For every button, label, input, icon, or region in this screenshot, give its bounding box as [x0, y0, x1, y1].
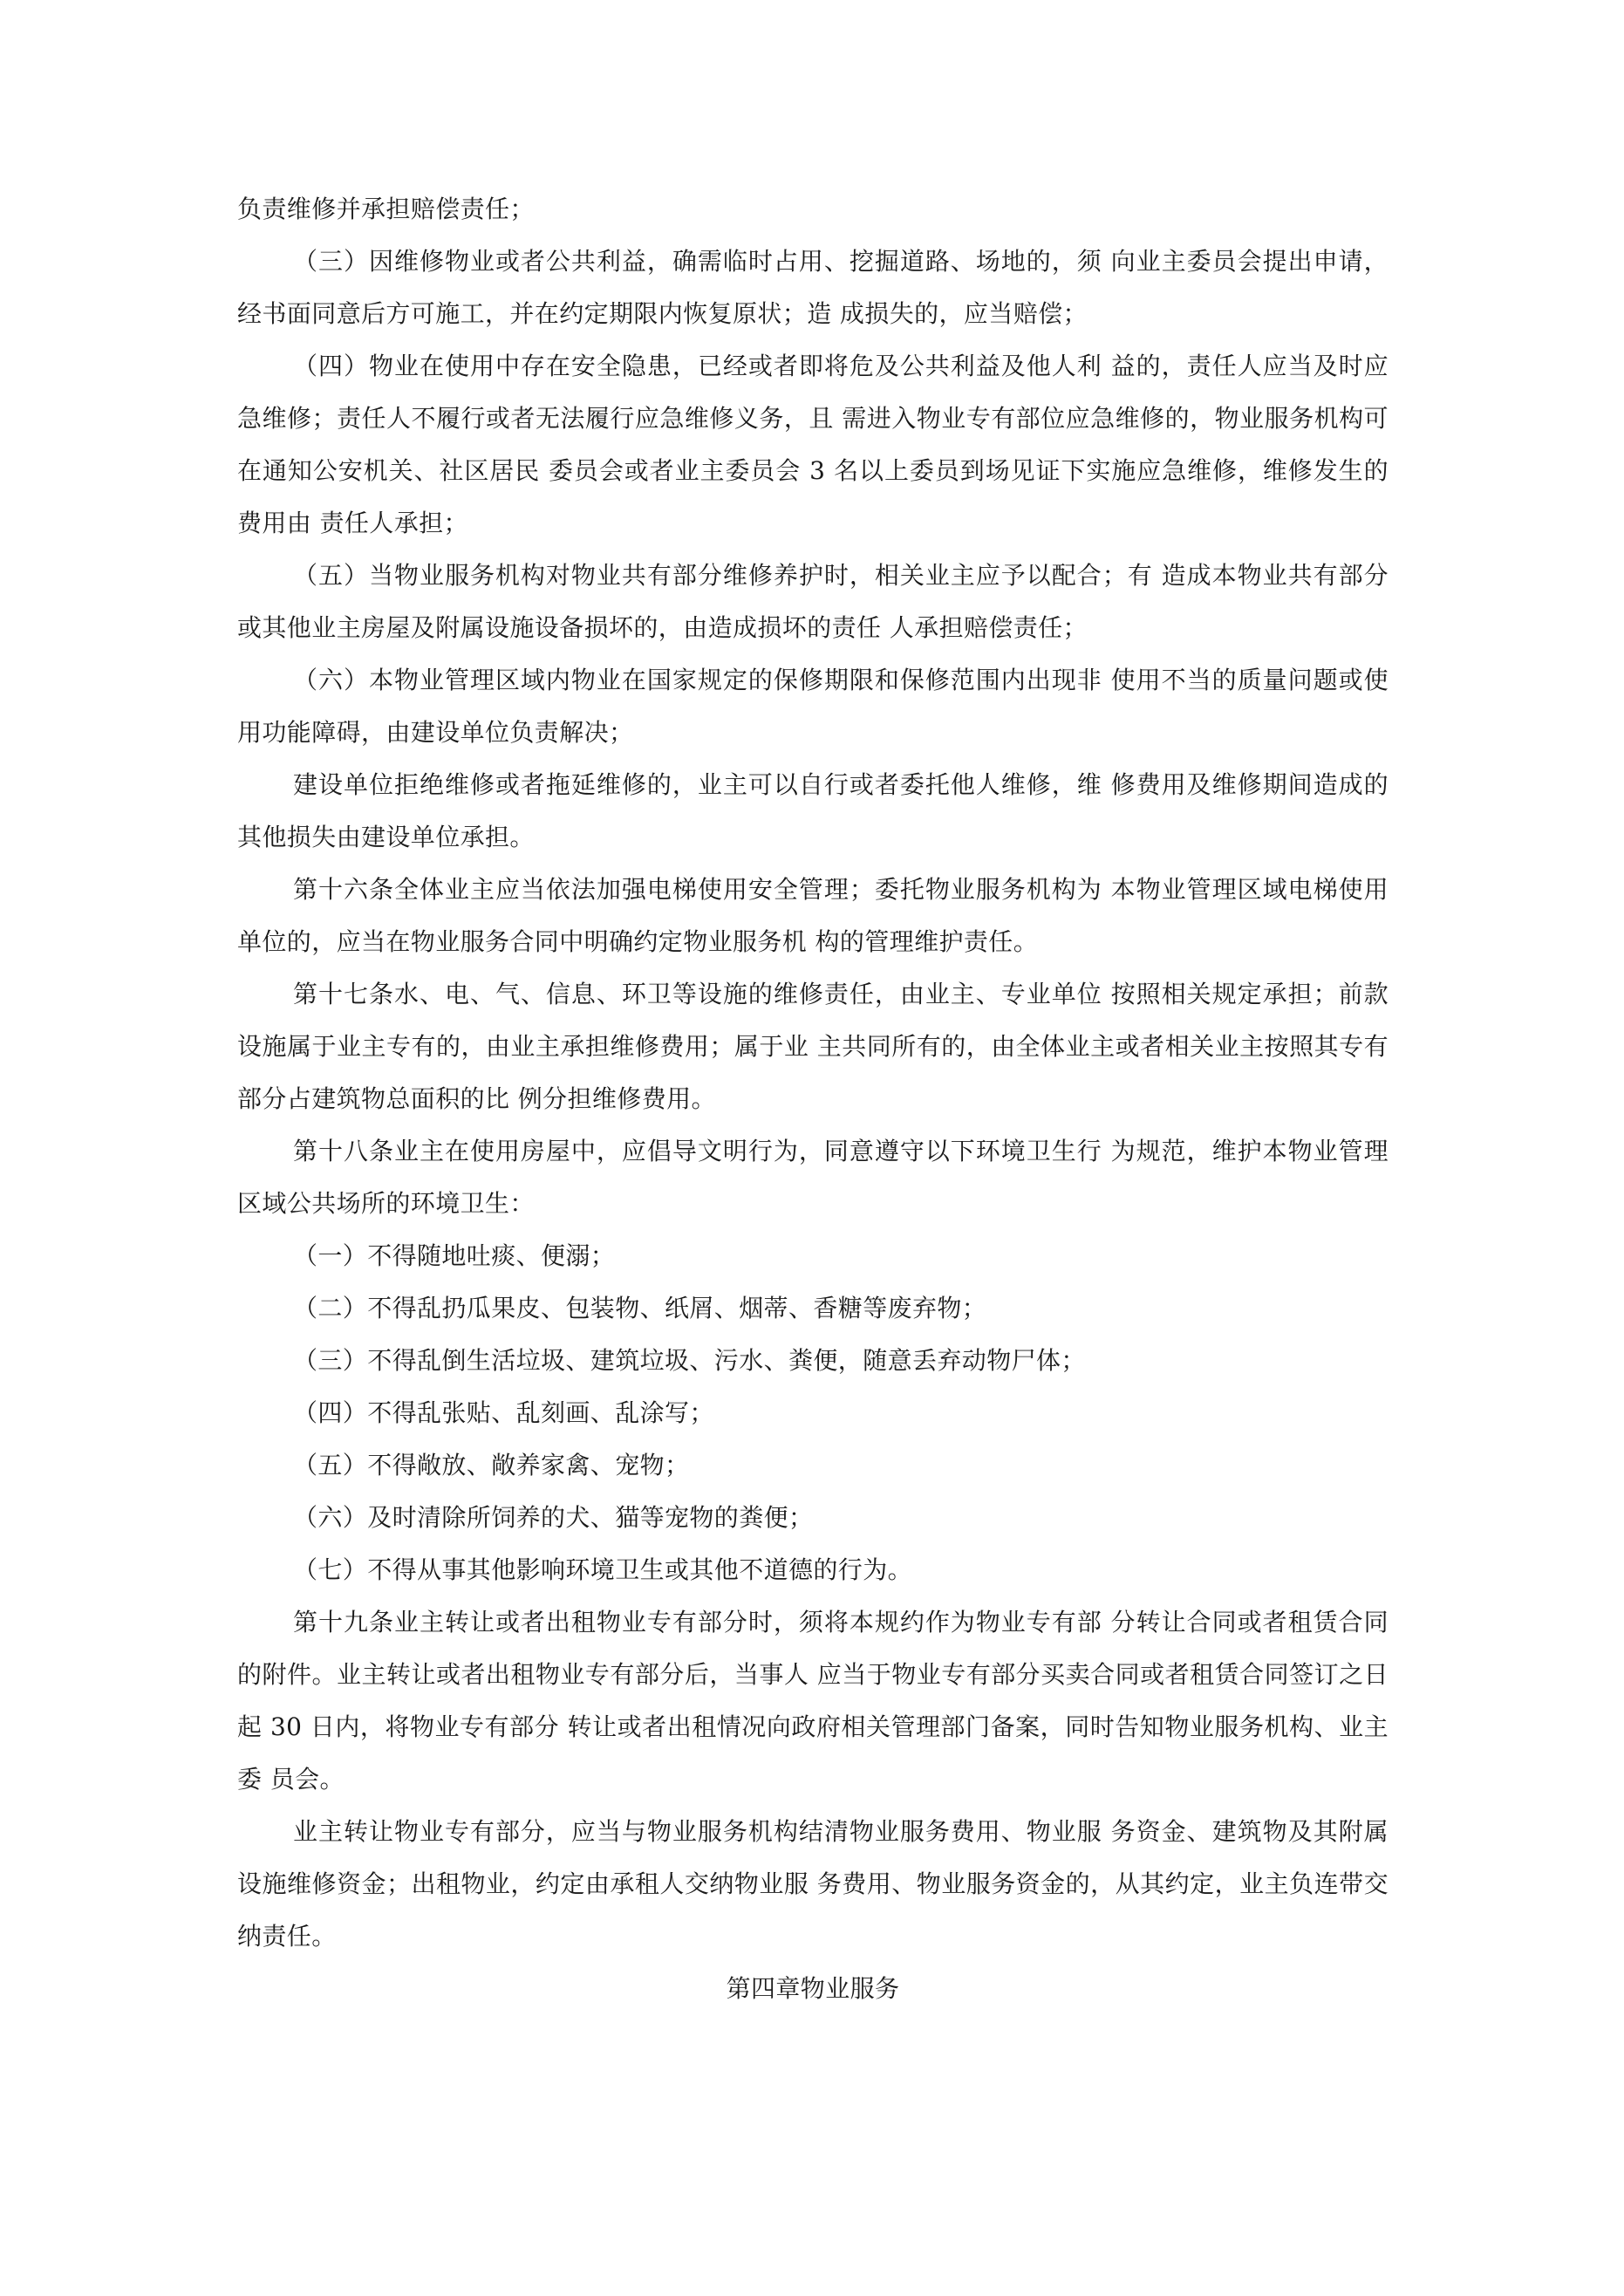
paragraph-transfer-settlement: 业主转让物业专有部分，应当与物业服务机构结清物业服务费用、物业服 务资金、建筑物及其附属设施维修资金；出租物业，约定由承租人交纳物业服 务费用、物业服务资金的，从其约定，业主负连带交纳责任。	[237, 1817, 1389, 1951]
chapter-heading: 第四章物业服务	[726, 1974, 900, 2003]
list-item-hygiene-3: （三）不得乱倒生活垃圾、建筑垃圾、污水、粪便，随意丢弃动物尸体；	[293, 1346, 1086, 1375]
document-body	[237, 183, 1389, 2015]
list-item-hygiene-2: （二）不得乱扔瓜果皮、包装物、纸屑、烟蒂、香糖等废弃物；	[293, 1294, 987, 1322]
paragraph-continuation: 负责维修并承担赔偿责任；	[237, 195, 535, 223]
paragraph-article-19: 第十九条业主转让或者出租物业专有部分时，须将本规约作为物业专有部 分转让合同或者租赁合同的附件。业主转让或者出租物业专有部分后，当事人 应当于物业专有部分买卖合同或者租赁合同签订之日起 30 日内，将物业专有部分 转让或者出租情况向政府相关管理部门备案，同时告知物业服务机构、业主委 员会。	[237, 1608, 1389, 1794]
list-item-hygiene-7: （七）不得从事其他影响环境卫生或其他不道德的行为。	[293, 1555, 913, 1584]
paragraph-item-6-warranty: （六）本物业管理区域内物业在国家规定的保修期限和保修范围内出现非 使用不当的质量问题或使用功能障碍，由建设单位负责解决；	[237, 666, 1389, 747]
list-item-hygiene-1: （一）不得随地吐痰、便溺；	[293, 1241, 616, 1270]
paragraph-developer-refusal: 建设单位拒绝维修或者拖延维修的，业主可以自行或者委托他人维修，维 修费用及维修期间造成的其他损失由建设单位承担。	[237, 770, 1389, 851]
paragraph-item-4-emergency-repair: （四）物业在使用中存在安全隐患，已经或者即将危及公共利益及他人利 益的，责任人应当及时应急维修；责任人不履行或者无法履行应急维修义务，且 需进入物业专有部位应急维修的，物业服务机构可在通知公安机关、社区居民 委员会或者业主委员会 3 名以上委员到场见证下实施应急维修，维修发生的费用由 责任人承担；	[237, 352, 1389, 537]
paragraph-item-3-temporary-occupation: （三）因维修物业或者公共利益，确需临时占用、挖掘道路、场地的，须 向业主委员会提出申请，经书面同意后方可施工，并在约定期限内恢复原状；造 成损失的，应当赔偿；	[237, 247, 1389, 328]
list-item-hygiene-4: （四）不得乱张贴、乱刻画、乱涂写；	[293, 1398, 714, 1427]
paragraph-article-17: 第十七条水、电、气、信息、环卫等设施的维修责任，由业主、专业单位 按照相关规定承担；前款设施属于业主专有的，由业主承担维修费用；属于业 主共同所有的，由全体业主或者相关业主按照其专有部分占建筑物总面积的比 例分担维修费用。	[237, 980, 1389, 1113]
paragraph-article-16: 第十六条全体业主应当依法加强电梯使用安全管理；委托物业服务机构为 本物业管理区域电梯使用单位的，应当在物业服务合同中明确约定物业服务机 构的管理维护责任。	[237, 875, 1389, 956]
paragraph-article-18: 第十八条业主在使用房屋中，应倡导文明行为，同意遵守以下环境卫生行 为规范，维护本物业管理区域公共场所的环境卫生：	[237, 1137, 1389, 1218]
list-item-hygiene-6: （六）及时清除所饲养的犬、猫等宠物的粪便；	[293, 1503, 814, 1532]
list-item-hygiene-5: （五）不得敞放、敞养家禽、宠物；	[293, 1451, 690, 1479]
paragraph-item-5-common-parts-maintenance: （五）当物业服务机构对物业共有部分维修养护时，相关业主应予以配合；有 造成本物业共有部分或其他业主房屋及附属设施设备损坏的，由造成损坏的责任 人承担赔偿责任；	[237, 561, 1389, 642]
